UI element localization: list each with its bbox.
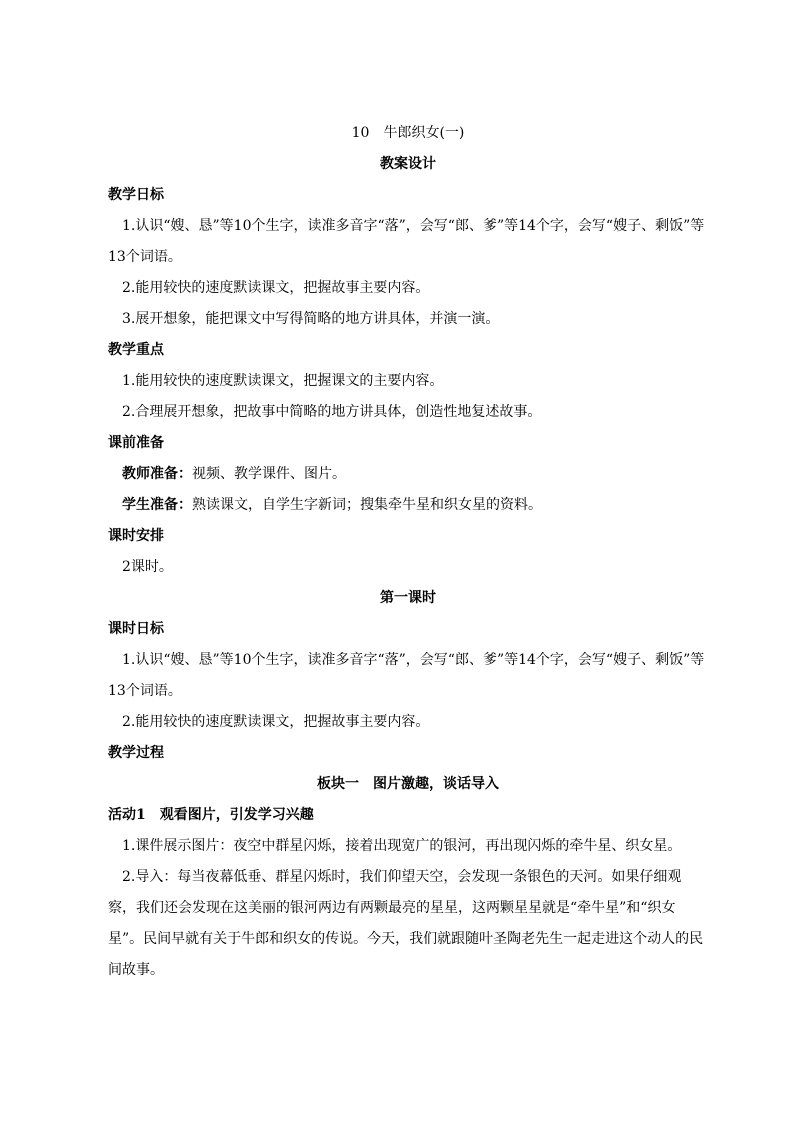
teacher-preparation-text: 视频、教学课件、图片。: [192, 466, 346, 482]
student-preparation-text: 熟读课文，自学生字新词；搜集牵牛星和织女星的资料。: [192, 497, 542, 513]
activity-one-paragraph-1: 1.课件展示图片：夜空中群星闪烁，接着出现宽广的银河，再出现闪烁的牵牛星、织女星。: [122, 838, 682, 854]
goal-item-1: 1.认识“嫂、恳”等10个生字，读准多音字“落”，会写“郎、爹”等14个字，会写“嫂子、剩饭”等13个词语。: [108, 218, 705, 265]
key-points-heading: 教学重点: [108, 342, 164, 358]
goals-heading: 教学日标: [108, 187, 164, 203]
activity-one-heading: 活动1 观看图片，引发学习兴趣: [108, 807, 314, 823]
activity-one-paragraph-2: 2.导入：每当夜幕低垂、群星闪烁时，我们仰望天空，会发现一条银色的天河。如果仔细观察，我们还会发现在这美丽的银河两边有两颗最亮的星星，这两颗星星就是“牵牛星”和“织女星”。民间早就有关于牛郎和织女的传说。今天，我们就跟随叶圣陶老先生一起走进这个动人的民间故事。: [108, 869, 704, 978]
teacher-preparation: [108, 459, 708, 490]
document-subtitle: 教案设计: [380, 156, 436, 172]
key-point-2: 2.合理展开想象，把故事中简略的地方讲具体，创造性地复述故事。: [122, 404, 542, 420]
process-heading: 教学过程: [108, 745, 164, 761]
schedule-text: 2课时。: [122, 559, 173, 575]
teacher-preparation-label: 教师准备：: [122, 466, 192, 482]
document-page: [108, 118, 708, 986]
page-title: 10 牛郎织女(一): [351, 125, 465, 141]
lesson-one-heading: 第一课时: [380, 590, 436, 606]
lesson-goal-1: 1.认识“嫂、恳”等10个生字，读准多音字“落”，会写“郎、爹”等14个字，会写“嫂子、剩饭”等13个词语。: [108, 652, 705, 699]
goal-item-3: 3.展开想象，能把课文中写得简略的地方讲具体，并演一演。: [122, 311, 500, 327]
preparation-heading: 课前准备: [108, 435, 164, 451]
lesson-goals-heading: 课时日标: [108, 621, 164, 637]
goal-item-2: 2.能用较快的速度默读课文，把握故事主要内容。: [122, 280, 430, 296]
lesson-goal-2: 2.能用较快的速度默读课文，把握故事主要内容。: [122, 714, 430, 730]
student-preparation-label: 学生准备：: [122, 497, 192, 513]
student-preparation: [108, 490, 708, 521]
schedule-heading: 课时安排: [108, 528, 164, 544]
key-point-1: 1.能用较快的速度默读课文，把握课文的主要内容。: [122, 373, 444, 389]
block-one-heading: 板块一 图片激趣，谈话导入: [317, 776, 499, 792]
